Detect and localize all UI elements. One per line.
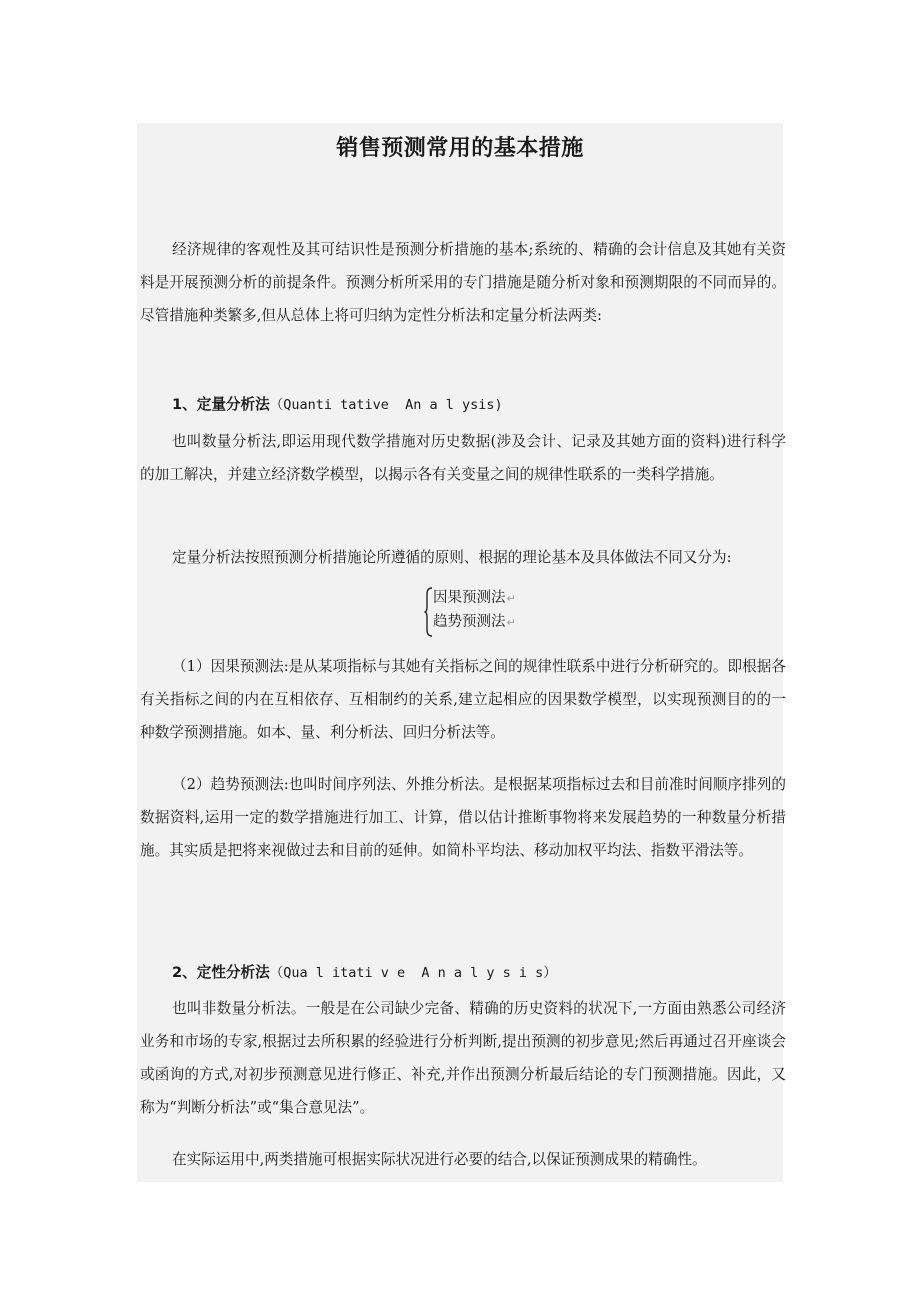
section1-heading-en: （Quanti tative An a l ysis) <box>269 397 503 413</box>
method-label-causal: 因果预测法 <box>433 590 506 606</box>
return-mark-icon: ↵ <box>506 592 516 605</box>
return-mark-icon: ↵ <box>506 616 516 629</box>
section2-heading-zh: 2、定性分析法 <box>172 964 270 981</box>
method-item-causal <box>433 587 516 610</box>
section2-heading-en: （Qua l itati v e A n a l y s i s） <box>269 965 557 981</box>
section1-paragraph-1: 也叫数量分析法,即运用现代数学措施对历史数据(涉及会计、记录及其她方面的资料)进行科学的加工解决，并建立经济数学模型，以揭示各有关变量之间的规律性联系的一类科学措施。 <box>140 433 786 483</box>
section1-paragraph-causal: （1）因果预测法:是从某项指标与其她有关指标之间的规律性联系中进行分析研究的。即根据各有关指标之间的内在互相依存、互相制约的关系,建立起相应的因果数学模型，以实现预测目的的一种数学预测措施。如本、量、利分析法、回归分析法等。 <box>140 658 786 741</box>
section1-paragraph-trend: （2）趋势预测法:也叫时间序列法、外推分析法。是根据某项指标过去和目前准时间顺序排列的数据资料,运用一定的数学措施进行加工、计算，借以估计推断事物将来发展趋势的一种数量分析措施。其实质是把将来视做过去和目前的延伸。如简朴平均法、移动加权平均法、指数平滑法等。 <box>140 776 786 859</box>
section1-paragraph-2: 定量分析法按照预测分析措施论所遵循的原则、根据的理论基本及具体做法不同又分为: <box>172 549 732 566</box>
section2-paragraph-2: 在实际运用中,两类措施可根据实际状况进行必要的结合,以保证预测成果的精确性。 <box>172 1151 707 1168</box>
document-title: 销售预测常用的基本措施 <box>336 136 584 161</box>
methods-brace-list <box>424 586 534 638</box>
method-item-trend <box>433 611 516 634</box>
section1-heading-zh: 1、定量分析法 <box>172 396 270 413</box>
section1-heading <box>172 395 503 415</box>
section2-paragraph-1: 也叫非数量分析法。一般是在公司缺少完备、精确的历史资料的状况下,一方面由熟悉公司经济业务和市场的专家,根据过去所积累的经验进行分析判断,提出预测的初步意见;然后再通过召开座谈会或函询的方式,对初步预测意见进行修正、补充,并作出预测分析最后结论的专门预测措施。因此，又称为“判断分析法”或“集合意见法”。 <box>140 1000 786 1116</box>
method-label-trend: 趋势预测法 <box>433 614 506 630</box>
document-page <box>137 123 786 1182</box>
intro-paragraph: 经济规律的客观性及其可结识性是预测分析措施的基本;系统的、精确的会计信息及其她有关资料是开展预测分析的前提条件。预测分析所采用的专门措施是随分析对象和预测期限的不同而异的。尽管措施种类繁多,但从总体上将可归纳为定性分析法和定量分析法两类: <box>140 241 786 324</box>
section2-heading <box>172 963 557 983</box>
